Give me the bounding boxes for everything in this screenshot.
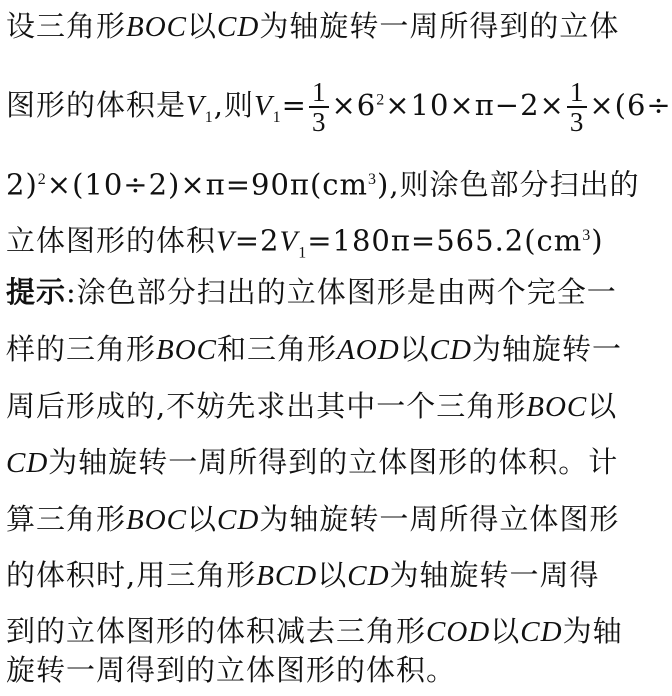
fraction-denominator: 3	[311, 107, 327, 137]
text-segment: ×(6÷	[589, 88, 672, 122]
text-segment: 为轴旋转一周所得立体图形	[259, 502, 620, 536]
text-segment: =180π=565.2(cm	[307, 223, 583, 258]
triangle-label-bcd: BCD	[256, 560, 318, 592]
text-segment: ),则涂色部分扫出的	[377, 167, 640, 202]
axis-label-cd: CD	[429, 334, 472, 366]
text-segment: 为轴旋转一周得	[389, 558, 600, 592]
text-line-12	[6, 650, 656, 690]
text-segment: 为轴旋转一	[471, 332, 622, 366]
text-segment: 为轴旋转一周所得到的立体	[259, 9, 620, 43]
triangle-label-boc: BOC	[156, 334, 218, 366]
axis-label-cd: CD	[217, 504, 260, 536]
triangle-label-aod: AOD	[337, 334, 400, 366]
text-line-1	[6, 6, 656, 47]
text-segment: 以	[187, 502, 218, 536]
fraction-numerator: 1	[309, 78, 330, 108]
text-segment: 以	[399, 332, 430, 366]
text-segment: )	[591, 223, 604, 258]
superscript: 2	[376, 91, 386, 109]
text-line-8	[6, 442, 656, 483]
text-segment: 2)	[6, 167, 38, 202]
text-line-2	[6, 77, 672, 138]
text-segment: ×6	[331, 88, 377, 122]
text-segment: ,则	[213, 88, 254, 122]
text-line-10	[6, 555, 656, 596]
text-segment: 到的立体图形的体积减去三角形	[6, 614, 427, 648]
text-segment: 为轴	[562, 614, 623, 648]
text-segment: 和三角形	[217, 332, 338, 366]
text-segment: 为轴旋转一周所得到的立体图形的体积。计	[48, 445, 619, 479]
superscript: 2	[37, 171, 47, 188]
text-segment: 以	[317, 558, 348, 592]
volume-symbol: V	[216, 225, 235, 258]
axis-label-cd: CD	[347, 560, 390, 592]
fraction-one-third	[309, 78, 330, 136]
text-segment: 图形的体积是	[6, 88, 187, 122]
axis-label-cd: CD	[520, 616, 563, 648]
subscript: 1	[272, 108, 282, 126]
text-line-11	[6, 611, 656, 652]
text-line-4	[6, 216, 656, 273]
text-segment: ×10×π−2×	[385, 88, 565, 122]
equals-sign: =	[281, 88, 307, 122]
superscript: 3	[582, 227, 592, 244]
text-segment: 设三角形	[6, 9, 127, 43]
axis-label-cd: CD	[217, 11, 260, 43]
triangle-label-boc: BOC	[126, 11, 188, 43]
triangle-label-cod: COD	[426, 616, 491, 648]
text-segment: =2	[234, 223, 280, 258]
hint-label: 提示	[6, 275, 67, 309]
text-line-3	[6, 160, 656, 205]
text-segment: 以	[587, 389, 618, 423]
text-segment: :涂色部分扫出的立体图形是由两个完全一	[66, 275, 617, 309]
text-segment: 立体图形的体积	[6, 223, 217, 258]
superscript: 3	[368, 171, 378, 188]
fraction-one-third	[567, 78, 588, 136]
triangle-label-boc: BOC	[526, 391, 588, 423]
volume-symbol: V	[186, 90, 205, 122]
text-line-7	[6, 386, 656, 427]
text-segment: 样的三角形	[6, 332, 157, 366]
text-segment: 以	[490, 614, 521, 648]
subscript: 1	[204, 108, 214, 126]
text-segment: 的体积时,用三角形	[6, 558, 257, 592]
axis-label-cd: CD	[6, 447, 49, 479]
subscript: 1	[298, 244, 308, 262]
text-segment: 周后形成的,不妨先求出其中一个三角形	[6, 389, 527, 423]
text-segment: ×(10÷2)×π=90π(cm	[46, 167, 369, 202]
fraction-denominator: 3	[569, 107, 585, 137]
text-line-9	[6, 499, 656, 540]
text-segment: 算三角形	[6, 502, 127, 536]
volume-symbol: V	[279, 225, 299, 258]
text-segment: 旋转一周得到的立体图形的体积。	[6, 653, 457, 687]
fraction-numerator: 1	[567, 78, 588, 108]
volume-symbol: V	[253, 90, 273, 122]
text-line-6	[6, 329, 656, 370]
text-segment: 以	[187, 9, 218, 43]
triangle-label-boc: BOC	[126, 504, 188, 536]
text-line-5	[6, 272, 656, 312]
